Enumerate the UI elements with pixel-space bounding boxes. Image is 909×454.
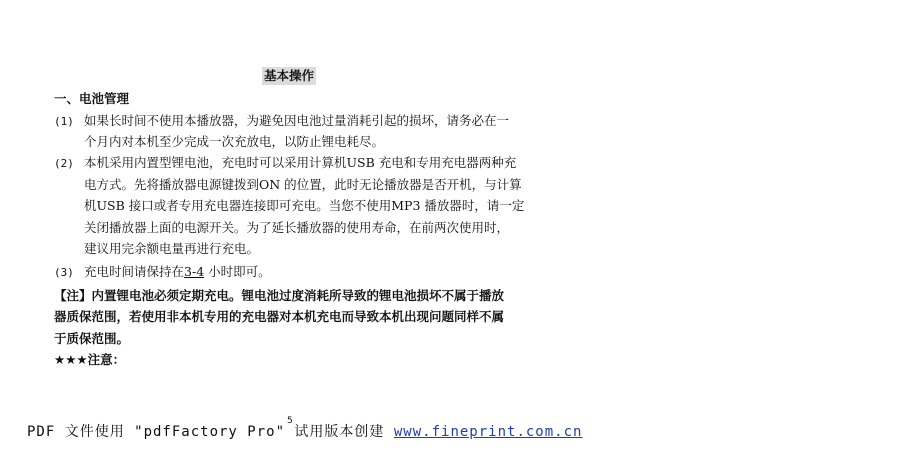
- item-text-continuation: 机USB 接口或者专用充电器连接即可充电。当您不使用MP3 播放器时，请一定: [84, 198, 525, 213]
- section-heading: 一、电池管理: [54, 91, 130, 106]
- note-line: 【注】内置锂电池必须定期充电。锂电池过度消耗所导致的锂电池损坏不属于播放: [54, 288, 505, 303]
- page-number: 5: [287, 416, 293, 426]
- item-text-continuation: 个月内对本机至少完成一次充放电，以防止锂电耗尽。: [84, 134, 385, 149]
- item-number: (2): [54, 157, 74, 170]
- footer-text: PDF 文件使用 "pdfFactory Pro" 试用版本创建: [27, 424, 394, 440]
- item-text-continuation: 建议用完余额电量再进行充电。: [84, 241, 260, 256]
- item-text: 本机采用内置型锂电池，充电时可以采用计算机USB 充电和专用充电器两种充: [84, 155, 517, 170]
- item-text-continuation: 电方式。先将播放器电源键拨到ON 的位置，此时无论播放器是否开机，与计算: [84, 177, 522, 192]
- list-item-2: [54, 155, 516, 172]
- warning-heading: ★★★注意：: [54, 352, 126, 367]
- item-number: (3): [54, 266, 74, 279]
- page-title: 基本操作: [264, 68, 315, 83]
- list-item-3: [54, 264, 271, 281]
- item-number: (1): [54, 115, 74, 128]
- item-text: 如果长时间不使用本播放器，为避免因电池过量消耗引起的损坏，请务必在一: [84, 113, 510, 128]
- item-text: 充电时间请保持在: [84, 264, 185, 279]
- note-line: 于质保范围。: [54, 331, 130, 346]
- note-line: 器质保范围，若使用非本机专用的充电器对本机充电而导致本机出现问题同样不属: [54, 309, 505, 324]
- footer-link[interactable]: www.fineprint.com.cn: [393, 424, 583, 440]
- item-text-continuation: 关闭播放器上面的电源开关。为了延长播放器的使用寿命，在前两次使用时，: [84, 220, 510, 235]
- item-text: 小时即可。: [204, 264, 271, 279]
- pdf-footer: [27, 421, 582, 441]
- charge-hours: 3-4: [184, 264, 205, 279]
- list-item-1: [54, 113, 509, 130]
